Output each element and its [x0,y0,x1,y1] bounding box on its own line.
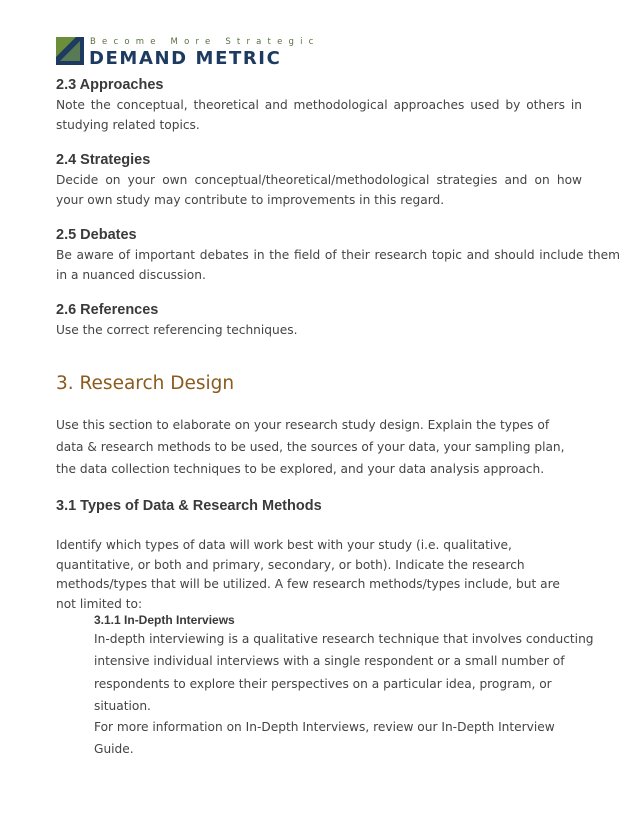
logo-tagline: Become More Strategic [90,37,320,47]
section-3-1-1-body: In-depth interviewing is a qualitative research technique that involves conducting intensive individual interviews with a single respondent or a small number of respondents to explore their perspectives on a particular idea, program, or situation. [94,632,594,713]
section-2-4-title: 2.4 Strategies [56,152,151,168]
section-2-5-title: 2.5 Debates [56,227,137,243]
section-3-1-body: Identify which types of data will work best with your study (i.e. qualitative, quantitative, or both and primary, secondary, or both). Indicate the research methods/types that will be utilized. A few research methods/types include, but are not limited to: [56,538,560,611]
section-3-1-1-more: For more information on In-Depth Interviews, review our In-Depth Interview Guide. [94,720,555,757]
section-2-4-body: Decide on your own conceptual/theoretical/methodological strategies and on how your own study may contribute to improvements in this regard. [56,173,582,207]
section-3-1-1-title: 3.1.1 In-Depth Interviews [94,613,235,627]
section-2-5-body: Be aware of important debates in the field of their research topic and should include them in a nuanced discussion. [56,248,620,282]
section-2-6-body: Use the correct referencing techniques. [56,323,298,337]
section-3-1-title: 3.1 Types of Data & Research Methods [56,498,322,514]
demand-metric-logo-icon [56,37,84,65]
logo-brand-name: DEMAND METRIC [89,48,282,69]
section-2-6-title: 2.6 References [56,302,159,318]
section-2-3-body: Note the conceptual, theoretical and methodological approaches used by others in studying related topics. [56,98,582,132]
section-3-body: Use this section to elaborate on your research study design. Explain the types of data & research methods to be used, the sources of your data, your sampling plan, the data collection techniques to be explored, and your data analysis approach. [56,418,565,476]
company-logo [56,37,320,69]
section-3-title: 3. Research Design [56,373,235,394]
section-2-3-title: 2.3 Approaches [56,77,164,93]
